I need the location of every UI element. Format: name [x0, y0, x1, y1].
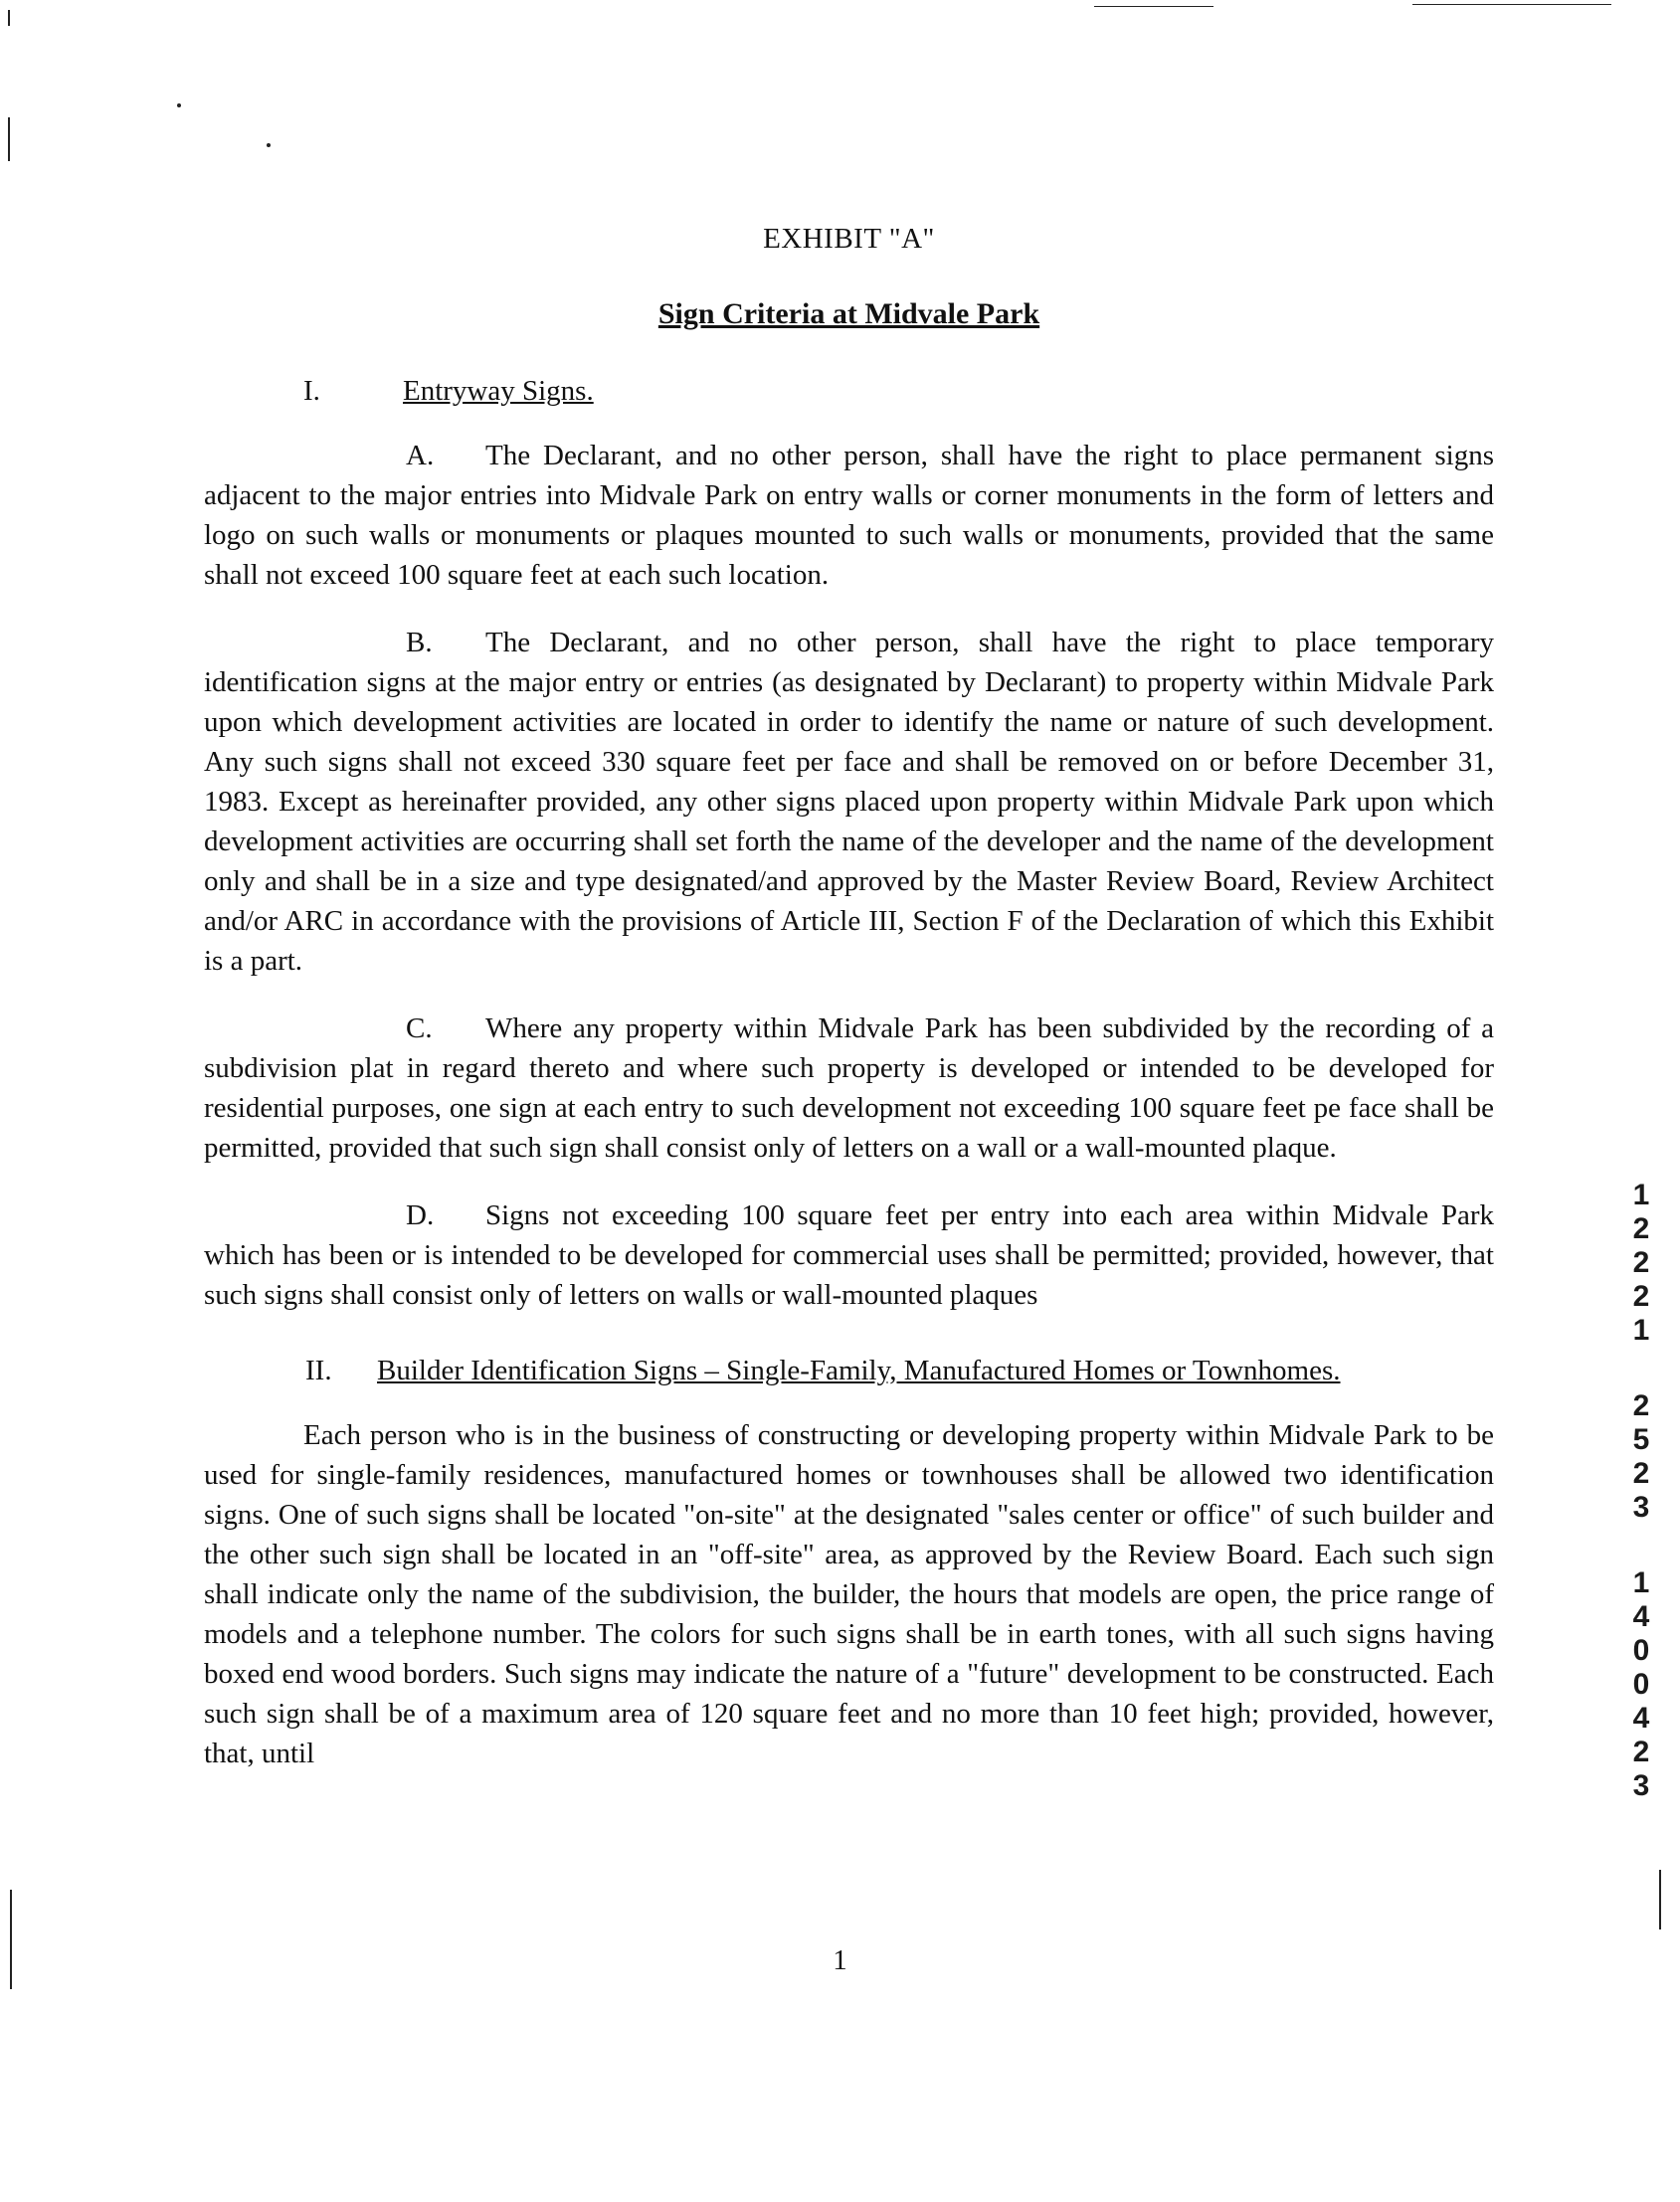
- exhibit-label: EXHIBIT "A": [763, 223, 935, 255]
- stamp-digit: 2: [1632, 1389, 1650, 1422]
- paragraph-text: The Declarant, and no other person, shall have the right to place temporary identification signs at the major entry or entries (as designated by Declarant) to property within Midvale Park upon which development activities are located in order to identify the name or nature of such development. Any such signs shall not exceed 330 square feet per face and shall be removed on or before December 31, 1983. Except as hereinafter provided, any other signs placed upon property within Midvale Park upon which development activities are occurring shall set forth the name of the developer and the name of the development only and shall be in a size and type designated/and approved by the Master Review Board, Review Architect and/or ARC in accordance with the provisions of Article III, Section F of the Declaration of which this Exhibit is a part.: [204, 627, 1494, 977]
- document-body: [204, 199, 1494, 1773]
- paragraph-builder-signs: Each person who is in the business of constructing or developing property within Midvale Park to be used for single-family residences, manufactured homes or townhouses shall be allowed two identification signs. One of such signs shall be located "on-site" at the designated "sales center or office" of such builder and the other such sign shall be located in an "off-site" area, as approved by the Review Board. Each such sign shall indicate only the name of the subdivision, the builder, the hours that models are open, the price range of models and a telephone number. The colors for such signs shall be in earth tones, with all such signs having boxed end wood borders. Such signs may indicate the nature of a "future" development to be constructed. Each such sign shall be of a maximum area of 120 square feet and no more than 10 feet high; provided, however, that, until: [204, 1419, 1494, 1769]
- section-number: II.: [305, 1355, 332, 1386]
- section-title: Entryway Signs.: [403, 375, 594, 407]
- paragraph-text: Where any property within Midvale Park has been subdivided by the recording of a subdivision plat in regard thereto and where such property is developed or intended to be developed for residential purposes, one sign at each entry to such development not exceeding 100 square feet pe face shall be permitted, provided that such sign shall consist only of letters on a wall or a wall-mounted plaque.: [204, 1012, 1494, 1164]
- paragraph-label: D.: [406, 1199, 435, 1231]
- scan-mark: [1659, 1870, 1661, 1929]
- stamp-digit: 3: [1632, 1491, 1650, 1524]
- scan-mark: [267, 143, 271, 147]
- stamp-group: [1616, 1179, 1666, 1348]
- recording-stamp: [1616, 1179, 1666, 1845]
- paragraph-d: [204, 1195, 1494, 1315]
- stamp-group: [1616, 1566, 1666, 1803]
- scan-mark: [1094, 6, 1213, 7]
- stamp-digit: 5: [1632, 1423, 1650, 1456]
- stamp-digit: 0: [1632, 1634, 1650, 1667]
- scan-mark: [8, 10, 10, 26]
- paragraph-a: [204, 436, 1494, 595]
- stamp-digit: 4: [1632, 1702, 1650, 1735]
- stamp-digit: 0: [1632, 1668, 1650, 1701]
- stamp-digit: 1: [1632, 1314, 1650, 1347]
- paragraph-label: B.: [406, 627, 433, 658]
- section-heading-2: [204, 1355, 1494, 1387]
- stamp-digit: 2: [1632, 1736, 1650, 1768]
- section-number: I.: [303, 375, 320, 407]
- section-title: Builder Identification Signs – Single-Family, Manufactured Homes or Townhomes.: [377, 1355, 1341, 1386]
- document-title: Sign Criteria at Midvale Park: [657, 297, 1040, 330]
- stamp-digit: 2: [1632, 1212, 1650, 1245]
- stamp-digit: 4: [1632, 1600, 1650, 1633]
- paragraph-label: C.: [406, 1012, 433, 1044]
- paragraph-b: [204, 623, 1494, 981]
- stamp-group: [1616, 1389, 1666, 1525]
- paragraph-label: A.: [406, 440, 435, 471]
- stamp-digit: 2: [1632, 1246, 1650, 1279]
- stamp-digit: 3: [1632, 1769, 1650, 1802]
- stamp-digit: 2: [1632, 1280, 1650, 1313]
- scan-mark: [177, 103, 181, 107]
- scan-mark: [8, 117, 10, 161]
- paragraph-text: Signs not exceeding 100 square feet per entry into each area within Midvale Park which has been or is intended to be developed for commercial uses shall be permitted; provided, however, that such signs shall consist only of letters on walls or wall-mounted plaques: [204, 1199, 1494, 1311]
- scan-mark: [1412, 4, 1611, 5]
- paragraph-c: [204, 1009, 1494, 1168]
- page-number: 1: [833, 1944, 847, 1976]
- stamp-digit: 1: [1632, 1566, 1650, 1599]
- stamp-digit: 1: [1632, 1179, 1650, 1211]
- section-heading-1: [204, 375, 1494, 408]
- paragraph-text: The Declarant, and no other person, shall have the right to place permanent signs adjacent to the major entries into Midvale Park on entry walls or corner monuments in the form of letters and logo on such walls or monuments or plaques mounted to such walls or monuments, provided that the same shall not exceed 100 square feet at each such location.: [204, 440, 1494, 591]
- stamp-digit: 2: [1632, 1457, 1650, 1490]
